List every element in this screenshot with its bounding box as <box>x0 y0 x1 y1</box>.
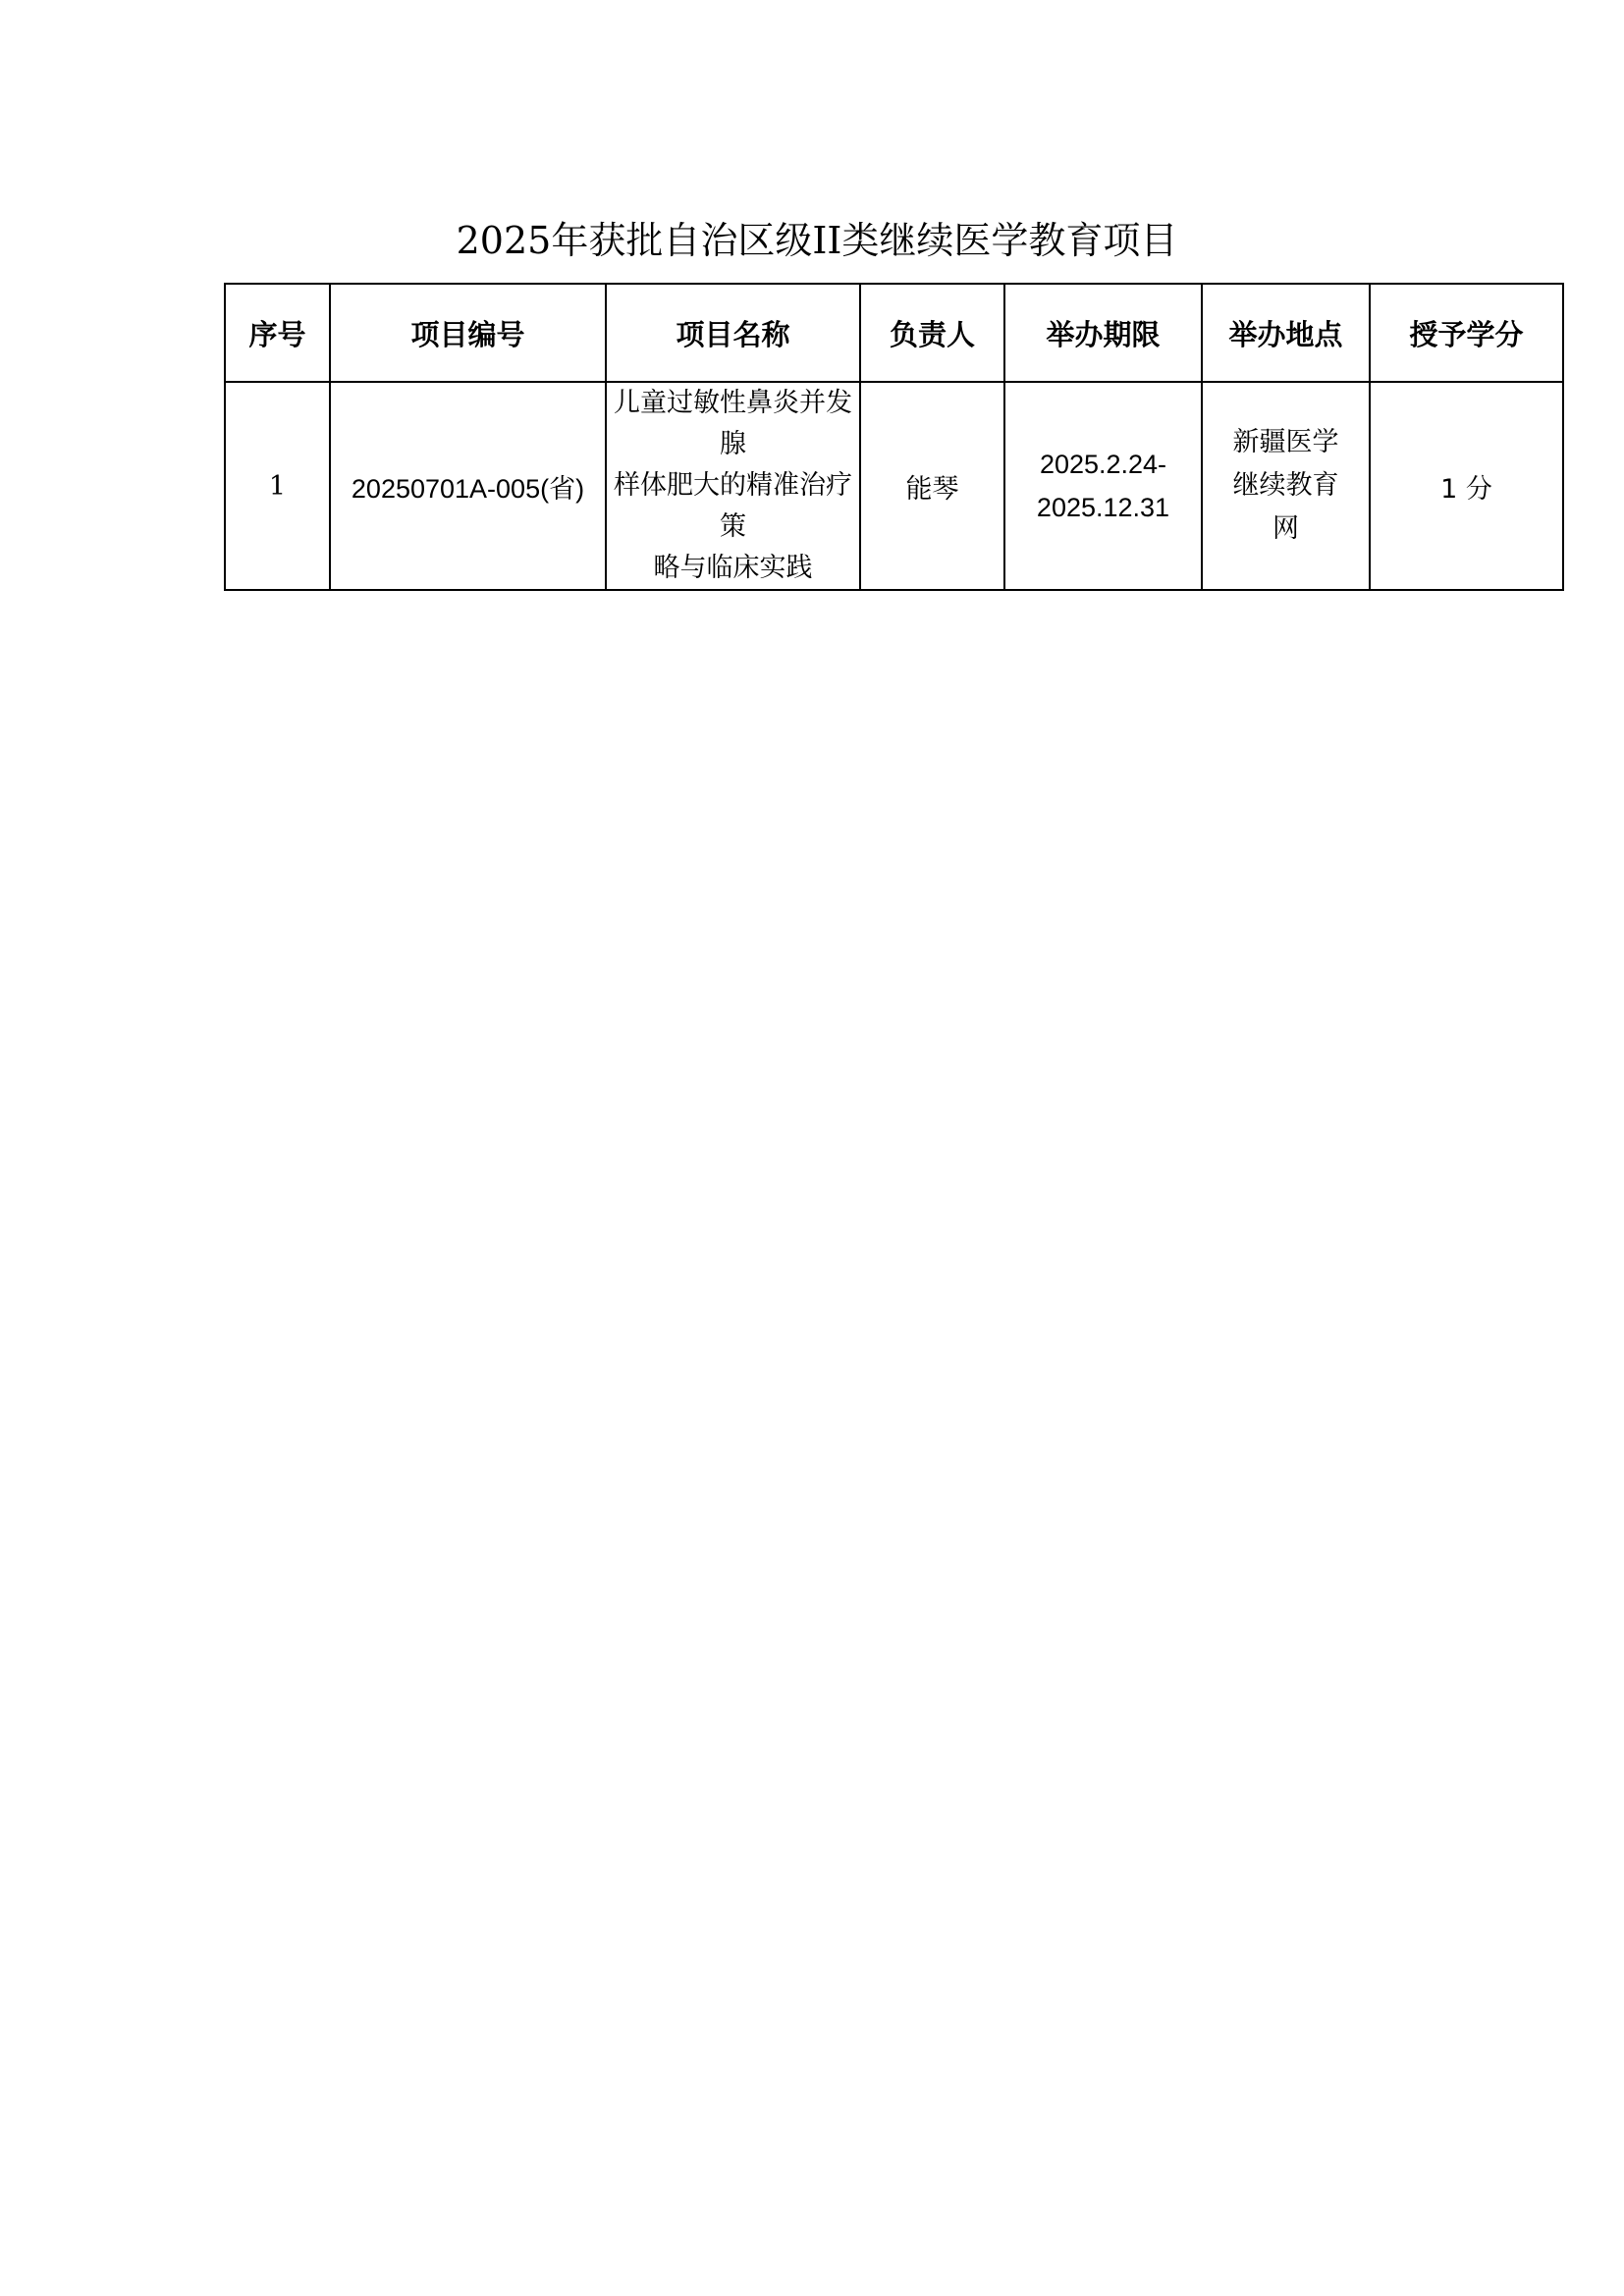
table-header-row <box>225 284 1563 382</box>
header-credits: 授予学分 <box>1370 284 1563 382</box>
header-leader: 负责人 <box>860 284 1004 382</box>
header-project-code: 项目编号 <box>330 284 606 382</box>
cell-credits: 1 分 <box>1370 382 1563 590</box>
place-line: 网 <box>1272 513 1299 544</box>
cell-leader: 能琴 <box>860 382 1004 590</box>
project-table <box>224 283 1564 591</box>
cell-project-code: 20250701A-005(省) <box>330 382 606 590</box>
header-place: 举办地点 <box>1202 284 1370 382</box>
period-start: 2025.2.24- <box>1039 450 1167 479</box>
place-line: 继续教育 <box>1232 470 1339 501</box>
document-title: 2025年获批自治区级II类继续医学教育项目 <box>456 219 1178 262</box>
cell-project-name <box>606 382 860 590</box>
project-name-line: 儿童过敏性鼻炎并发腺 <box>614 388 852 459</box>
header-seq: 序号 <box>225 284 330 382</box>
place-line: 新疆医学 <box>1232 427 1339 457</box>
cell-period <box>1004 382 1202 590</box>
header-period: 举办期限 <box>1004 284 1202 382</box>
header-project-name: 项目名称 <box>606 284 860 382</box>
cell-seq: 1 <box>225 382 330 590</box>
cell-place <box>1202 382 1370 590</box>
project-name-line: 样体肥大的精准治疗策 <box>614 470 852 542</box>
table-row <box>225 382 1563 590</box>
project-name-line: 略与临床实践 <box>653 553 813 583</box>
period-end: 2025.12.31 <box>1036 493 1170 522</box>
